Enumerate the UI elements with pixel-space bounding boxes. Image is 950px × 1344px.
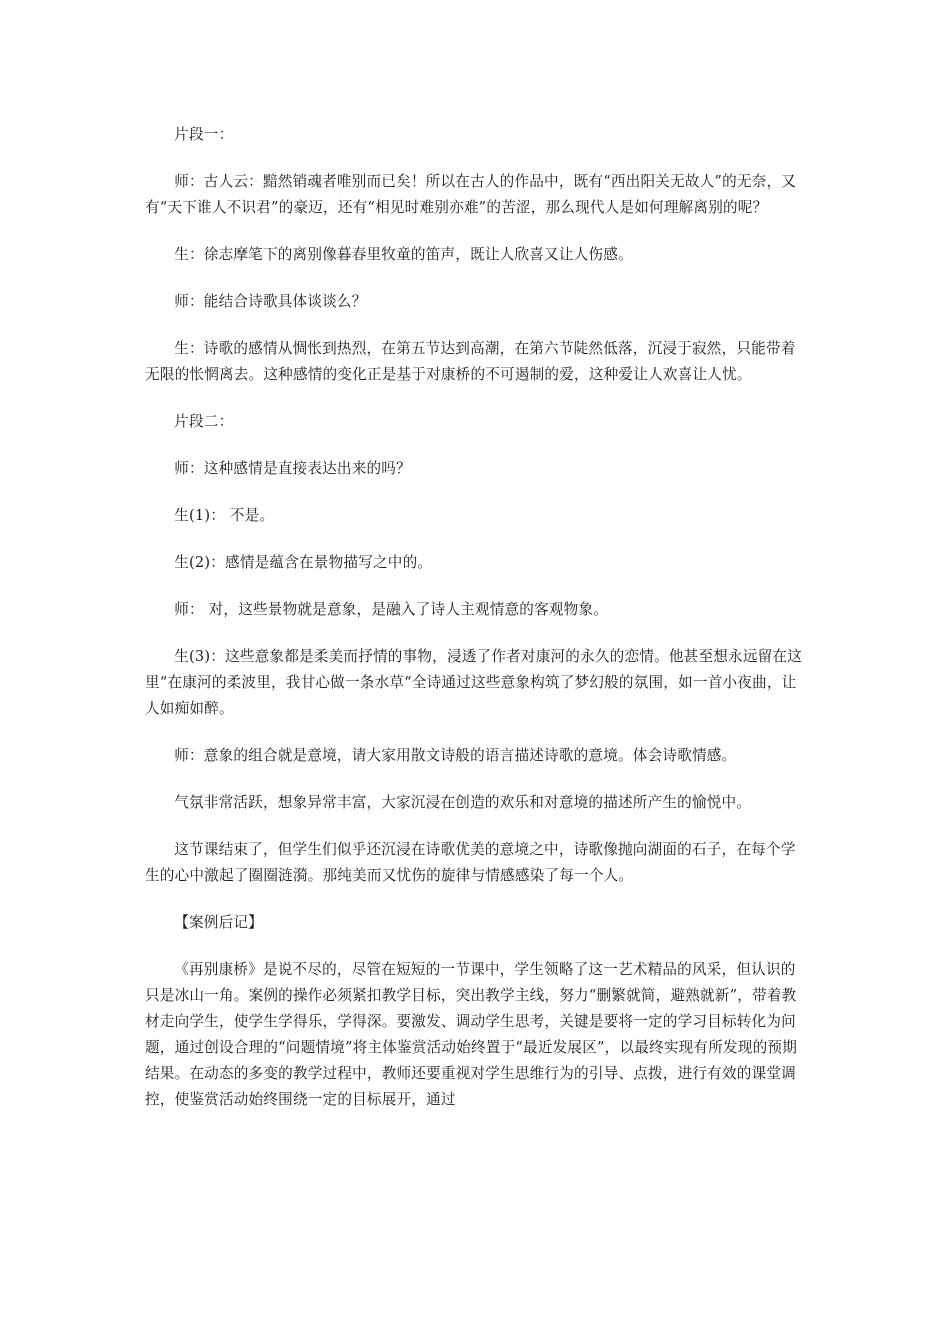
section-heading-postscript: 【案例后记】 [174, 914, 263, 931]
teacher-paragraph: 师：古人云：黯然销魂者唯别而已矣！所以在古人的作品中，既有“西出阳关无故人”的无奈，又有“天下谁人不识君”的豪迈，还有“相见时难别亦难”的苦涩，那么现代人是如何理解离别的呢？ [145, 173, 797, 216]
teacher-paragraph: 师：这种感情是直接表达出来的吗？ [174, 460, 411, 477]
student-paragraph: 生(1)： 不是。 [174, 507, 275, 524]
teacher-paragraph: 师： 对，这些景物就是意象，是融入了诗人主观情意的客观物象。 [174, 601, 609, 618]
student-paragraph: 生(2)：感情是蕴含在景物描写之中的。 [174, 554, 433, 571]
student-paragraph: 生(3)：这些意象都是柔美而抒情的事物，浸透了作者对康河的永久的恋情。他甚至想永远留在这里“在康河的柔波里，我甘心做一条水草“全诗通过这些意象构筑了梦幻般的氛围，如一首小夜曲，让人如痴如醉。 [145, 648, 803, 717]
postscript-paragraph: 《再别康桥》是说不尽的，尽管在短短的一节课中，学生领略了这一艺术精品的风采，但认识的只是冰山一角。案例的操作必须紧扣教学目标，突出教学主线，努力“删繁就简，避熟就新”，带着教材走向学生，使学生学得乐，学得深。要激发、调动学生思考，关键是要将一定的学习目标转化为问题，通过创设合理的“问题情境”将主体鉴赏活动始终置于“最近发展区”，以最终实现有所发现的预期结果。在动态的多变的教学过程中，教师还要重视对学生思维行为的引导、点拨，进行有效的课堂调控，使鉴赏活动始终围绕一定的目标展开，通过 [145, 961, 797, 1108]
document-page [145, 122, 810, 1113]
teacher-paragraph: 师：能结合诗歌具体谈谈么？ [174, 293, 367, 310]
teacher-paragraph: 师：意象的组合就是意境，请大家用散文诗般的语言描述诗歌的意境。体会诗歌情感。 [174, 747, 737, 764]
student-paragraph: 生：徐志摩笔下的离别像暮春里牧童的笛声，既让人欣喜又让人伤感。 [174, 246, 633, 263]
narrative-paragraph: 气氛非常活跃，想象异常丰富，大家沉浸在创造的欢乐和对意境的描述所产生的愉悦中。 [174, 794, 752, 811]
section-heading-2: 片段二： [174, 413, 234, 430]
student-paragraph: 生：诗歌的感情从惆怅到热烈，在第五节达到高潮，在第六节陡然低落，沉浸于寂然，只能带着无限的怅惘离去。这种感情的变化正是基于对康桥的不可遏制的爱，这种爱让人欢喜让人忧。 [145, 340, 796, 383]
section-heading-1: 片段一： [174, 126, 234, 143]
narrative-paragraph: 这节课结束了，但学生们似乎还沉浸在诗歌优美的意境之中，诗歌像抛向湖面的石子，在每个学生的心中激起了圈圈涟漪。那纯美而又忧伤的旋律与情感感染了每一个人。 [145, 841, 796, 884]
